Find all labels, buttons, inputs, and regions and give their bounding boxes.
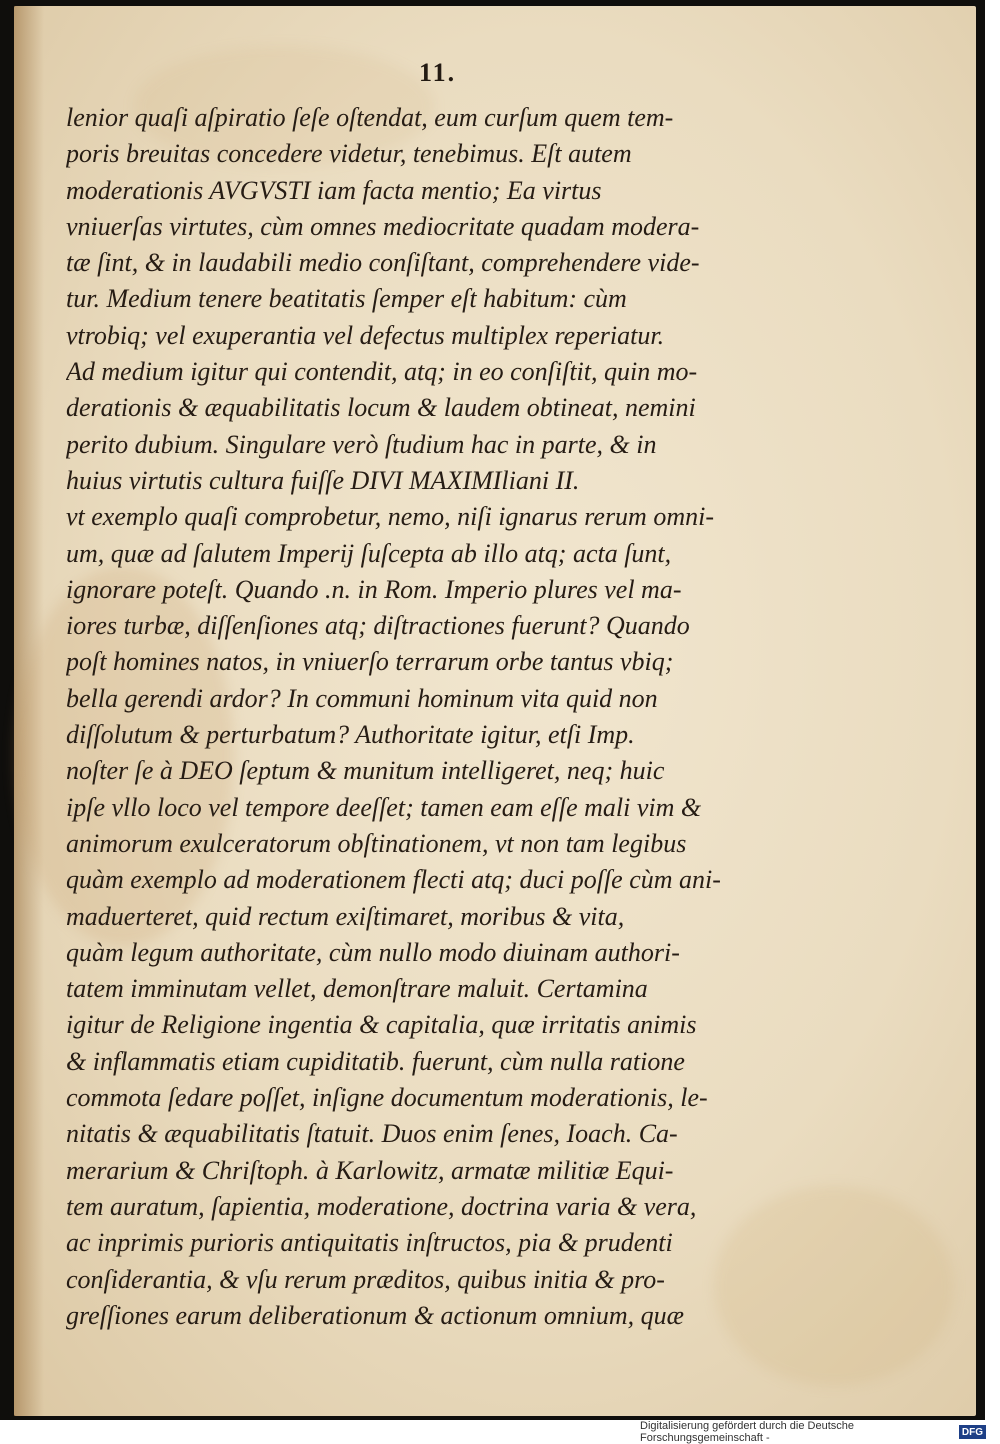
dfg-logo-icon: DFG — [959, 1425, 986, 1439]
text-line: ignorare poteſt. Quando .n. in Rom. Imperio plures vel ma- — [66, 574, 682, 604]
text-line: moderationis AVGVSTI iam facta mentio; Ea virtus — [66, 175, 602, 205]
text-line: tur. Medium tenere beatitatis ſemper eſt habitum: cùm — [66, 284, 627, 314]
book-page — [14, 6, 976, 1416]
text-line: huius virtutis cultura fuiſſe DIVI MAXIMIliani II. — [66, 465, 580, 495]
text-line: animorum exulceratorum obſtinationem, vt non tam legibus — [66, 828, 687, 858]
text-line: vt exemplo quaſi comprobetur, nemo, niſi ignarus rerum omni- — [66, 502, 714, 532]
text-line: Ad medium igitur qui contendit, atq; in eo conſiſtit, quin mo- — [66, 357, 698, 387]
text-line: lenior quaſi aſpiratio ſeſe oſtendat, eum curſum quem tem- — [66, 103, 674, 132]
text-line: noſter ſe à DEO ſeptum & munitum intelligeret, neq; huic — [66, 756, 665, 786]
text-line: iores turbæ, diſſenſiones atq; diſtractiones fuerunt? Quando — [66, 611, 690, 641]
digitization-credit-bar — [640, 1420, 986, 1444]
text-line: ipſe vllo loco vel tempore deeſſet; tamen eam eſſe mali vim & — [66, 792, 702, 822]
text-line: bella gerendi ardor? In communi hominum vita quid non — [66, 683, 658, 713]
text-line: maduerteret, quid rectum exiſtimaret, moribus & vita, — [66, 901, 625, 931]
page-number: 11. — [419, 58, 457, 87]
digitization-credit-text: Digitalisierung gefördert durch die Deutsche Forschungsgemeinschaft - — [640, 1420, 855, 1444]
text-line: vniuerſas virtutes, cùm omnes mediocritate quadam modera- — [66, 211, 700, 241]
text-line: quàm exemplo ad moderationem flecti atq; duci poſſe cùm ani- — [66, 865, 721, 895]
text-line: merarium & Chriſtoph. à Karlowitz, armatæ militiæ Equi- — [66, 1155, 674, 1185]
text-line: derationis & æquabilitatis locum & laudem obtineat, nemini — [66, 393, 696, 423]
text-line: & inflammatis etiam cupiditatib. fuerunt, cùm nulla ratione — [66, 1046, 685, 1076]
text-line: tem auratum, ſapientia, moderatione, doctrina varia & vera, — [66, 1191, 697, 1221]
text-line: poris breuitas concedere videtur, tenebimus. Eſt autem — [66, 139, 632, 169]
text-line: diſſolutum & perturbatum? Authoritate igitur, etſi Imp. — [66, 720, 635, 750]
body-text — [66, 100, 826, 1334]
text-line: ac inprimis purioris antiquitatis inſtructos, pia & prudenti — [66, 1228, 673, 1258]
text-line: quàm legum authoritate, cùm nullo modo diuinam authori- — [66, 937, 680, 967]
text-line: tatem imminutam vellet, demonſtrare maluit. Certamina — [66, 974, 648, 1004]
text-line: igitur de Religione ingentia & capitalia, quæ irritatis animis — [66, 1010, 697, 1040]
text-line: tæ ſint, & in laudabili medio conſiſtant, comprehendere vide- — [66, 248, 700, 278]
text-line: vtrobiq; vel exuperantia vel defectus multiplex reperiatur. — [66, 320, 665, 350]
text-line: perito dubium. Singulare verò ſtudium hac in parte, & in — [66, 429, 657, 459]
text-line: poſt homines natos, in vniuerſo terrarum orbe tantus vbiq; — [66, 647, 674, 677]
text-line: greſſiones earum deliberationum & actionum omnium, quæ — [66, 1300, 684, 1330]
text-line: conſiderantia, & vſu rerum præditos, quibus initia & pro- — [66, 1264, 665, 1294]
text-line: commota ſedare poſſet, inſigne documentum moderationis, le- — [66, 1083, 708, 1113]
text-line: um, quæ ad ſalutem Imperij ſuſcepta ab illo atq; acta ſunt, — [66, 538, 672, 568]
text-line: nitatis & æquabilitatis ſtatuit. Duos enim ſenes, Ioach. Ca- — [66, 1119, 678, 1149]
